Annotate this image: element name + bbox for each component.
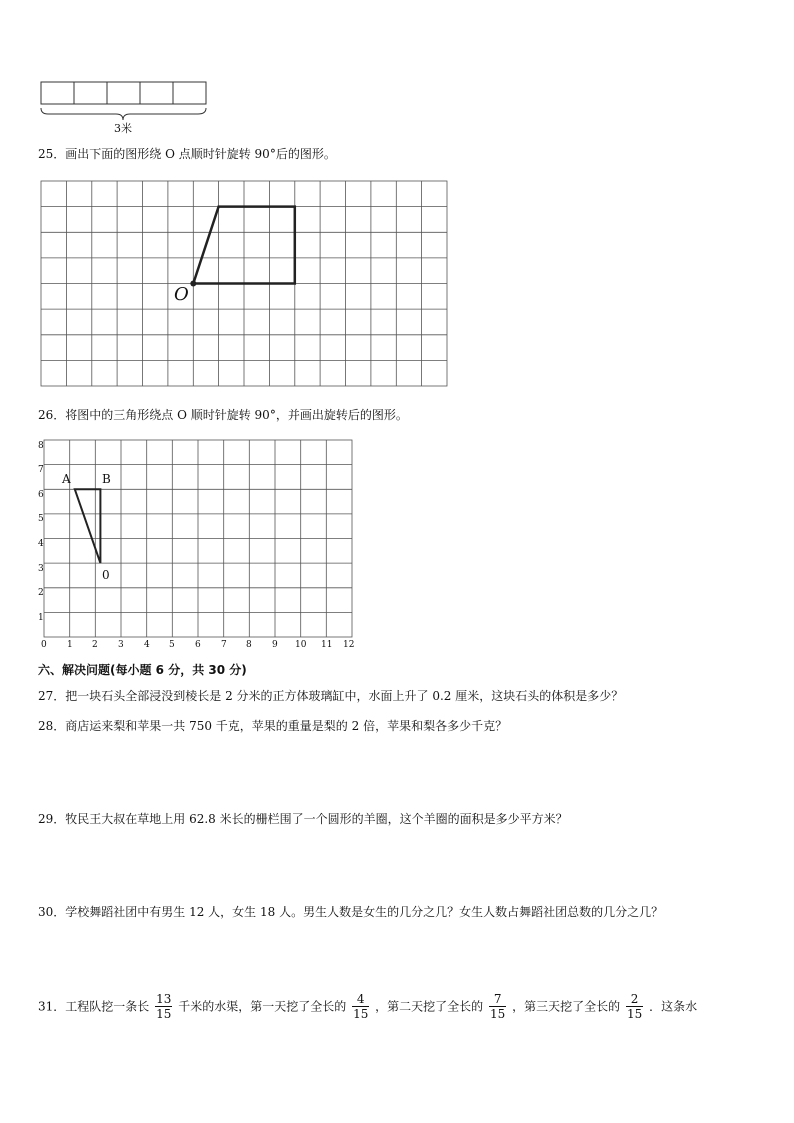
q31-fraction-day1-den: 15 — [353, 1007, 369, 1021]
q31-fraction-length — [155, 992, 172, 1021]
q31-part-4: ，第三天挖了全长的 — [512, 999, 621, 1014]
ruler-label: 3米 — [114, 122, 132, 135]
q26-grid — [32, 436, 362, 656]
y-tick-1: 1 — [38, 613, 44, 623]
x-tick-11: 11 — [321, 640, 333, 650]
question-25-text: 25．画出下面的图形绕 O 点顺时针旋转 90°后的图形。 — [38, 147, 336, 161]
question-29-text: 29．牧民王大叔在草地上用 62.8 米长的栅栏围了一个圆形的羊圈，这个羊圈的面积是多少平方米？ — [38, 812, 568, 826]
y-tick-7: 7 — [38, 465, 44, 475]
x-tick-9: 9 — [272, 640, 278, 650]
q31-fraction-day2 — [489, 992, 506, 1021]
x-tick-0: 0 — [41, 640, 47, 650]
q31-fraction-day3-den: 15 — [626, 1007, 643, 1021]
question-31-text — [38, 992, 697, 1021]
q31-fraction-day2-den: 15 — [490, 1007, 506, 1021]
q25-point-o-label: O — [174, 284, 189, 305]
x-tick-12: 12 — [343, 640, 355, 650]
x-tick-2: 2 — [92, 640, 98, 650]
y-tick-4: 4 — [38, 539, 44, 549]
x-tick-3: 3 — [118, 640, 124, 650]
q31-part-3: ，第二天挖了全长的 — [375, 999, 484, 1014]
ruler-figure — [40, 80, 210, 140]
q26-triangle — [75, 489, 101, 563]
question-26-text: 26．将图中的三角形绕点 O 顺时针旋转 90°，并画出旋转后的图形。 — [38, 408, 408, 422]
x-tick-4: 4 — [144, 640, 150, 650]
x-tick-6: 6 — [195, 640, 201, 650]
x-tick-5: 5 — [169, 640, 175, 650]
q31-fraction-day3 — [626, 992, 643, 1021]
y-tick-2: 2 — [38, 588, 44, 598]
q31-fraction-day1-num: 4 — [352, 992, 369, 1007]
q31-fraction-day3-num: 2 — [626, 992, 643, 1007]
q31-fraction-day2-num: 7 — [489, 992, 506, 1007]
question-27-text: 27．把一块石头全部浸没到棱长是 2 分米的正方体玻璃缸中，水面上升了 0.2 厘米，这块石头的体积是多少？ — [38, 689, 624, 703]
q31-fraction-day1 — [352, 992, 369, 1021]
x-tick-7: 7 — [221, 640, 227, 650]
q26-label-b: B — [102, 472, 111, 486]
y-tick-6: 6 — [38, 490, 44, 500]
y-tick-5: 5 — [38, 514, 44, 524]
q31-part-1: 31．工程队挖一条长 — [38, 999, 150, 1014]
y-tick-8: 8 — [38, 441, 44, 451]
q31-fraction-length-num: 13 — [156, 992, 172, 1006]
q26-label-o: 0 — [102, 568, 110, 582]
q31-part-5: ．这条水 — [649, 999, 698, 1014]
q26-coordinate-figure — [32, 436, 362, 656]
y-tick-3: 3 — [38, 564, 44, 574]
q31-part-2: 千米的水渠，第一天挖了全长的 — [178, 999, 347, 1014]
question-28-text: 28．商店运来梨和苹果一共 750 千克，苹果的重量是梨的 2 倍，苹果和梨各多少千克？ — [38, 719, 508, 733]
x-tick-10: 10 — [295, 640, 307, 650]
q26-label-a: A — [62, 472, 71, 486]
q25-grid-figure — [40, 180, 450, 390]
q25-grid — [40, 180, 450, 390]
q25-point-o — [190, 281, 196, 287]
question-30-text: 30．学校舞蹈社团中有男生 12 人，女生 18 人。男生人数是女生的几分之几？女生人数占舞蹈社团总数的几分之几？ — [38, 905, 664, 919]
x-tick-8: 8 — [246, 640, 252, 650]
section-6-title: 六、解决问题(每小题 6 分，共 30 分) — [38, 663, 247, 677]
x-tick-1: 1 — [67, 640, 73, 650]
q31-fraction-length-den: 15 — [156, 1007, 172, 1021]
